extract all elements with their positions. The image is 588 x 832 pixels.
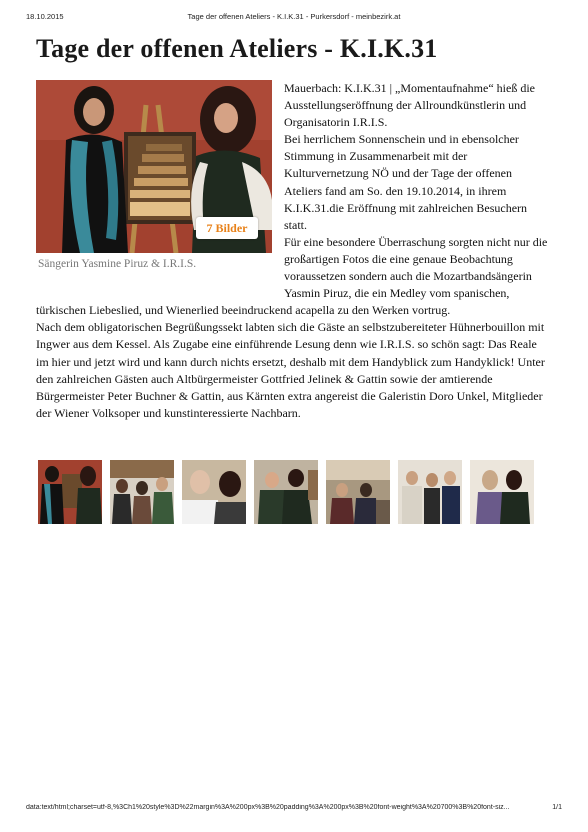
gallery-thumbnail-6[interactable] [398, 460, 462, 524]
article-title: Tage der offenen Ateliers - K.I.K.31 [36, 34, 438, 63]
print-header [26, 12, 562, 24]
gallery-thumbnail-2[interactable] [110, 460, 174, 524]
gallery-thumbnail-4[interactable] [254, 460, 318, 524]
gallery-thumbnail-7[interactable] [470, 460, 534, 524]
print-source-url: data:text/html;charset=utf-8,%3Ch1%20style%3D%22margin%3A%200px%3B%20padding%3A%200px%3B%20font-weight%3A%20700%3B%20font-siz... [26, 804, 510, 811]
print-page-number: 1/1 [552, 804, 562, 811]
print-date: 18.10.2015 [26, 12, 64, 21]
article-paragraph: Mauerbach: K.I.K.31 | „Momentaufnahme“ hieß die Ausstellungseröffnung der Allroundkünstlerin und Organisatorin I.R.I.S. [284, 81, 535, 130]
article-paragraph: Für eine besondere Überraschung sorgten nicht nur die großartigen Fotos die eine genaue Beobachtung voraussetzen sondern auch die Mozartbandsängerin Yasmin Piruz, die ein Medley vom spanischen, türkischen Liebeslied, und Wienerlied beeindruckend acapella zu den Werken vortrug. [36, 234, 548, 318]
article-paragraph: Bei herrlichem Sonnenschein und in ebensolcher Stimmung in Zusammenarbeit mit der Kulturvernetzung NÖ und der Tage der offenen Ateliers fand am So. den 19.10.2014, in ihrem K.I.K.31.die Eröffnung mit zahlreichen Besuchern statt. [284, 132, 528, 232]
article-body [36, 80, 549, 422]
gallery-thumbnail-3[interactable] [182, 460, 246, 524]
print-page-title: Tage der offenen Ateliers - K.I.K.31 - Purkersdorf - meinbezirk.at [187, 12, 401, 21]
gallery-thumbnail-5[interactable] [326, 460, 390, 524]
thumbnail-strip [38, 460, 538, 524]
print-footer [26, 804, 562, 816]
gallery-count-badge[interactable]: 7 Bilder [196, 217, 258, 239]
hero-float-spacer [36, 80, 284, 290]
hero-caption: Sängerin Yasmine Piruz & I.R.I.S. [38, 258, 197, 270]
gallery-thumbnail-1[interactable] [38, 460, 102, 524]
article-paragraph: Nach dem obligatorischen Begrüßungssekt labten sich die Gäste an selbstzubereiteter Hühnerbouillon mit Ingwer aus dem Kessel. Als Zugabe eine einführende Lesung denn wie I.R.I.S. so schön sagt: Das Reale im hier und jetzt wird und kann durch nichts ersetzt, deshalb mit dem Handyblick zum Handyklick! Unter den zahlreichen Gästen auch Altbürgermeister Gottfried Jelinek & Gattin sowie der amtierende Bürgermeister Peter Buchner & Gattin, aus Kärnten extra angereist die Galeristin Doro Unkel, Mitglieder der Wiener Volksoper und kunstinteressierte Nachbarn. [36, 320, 545, 420]
